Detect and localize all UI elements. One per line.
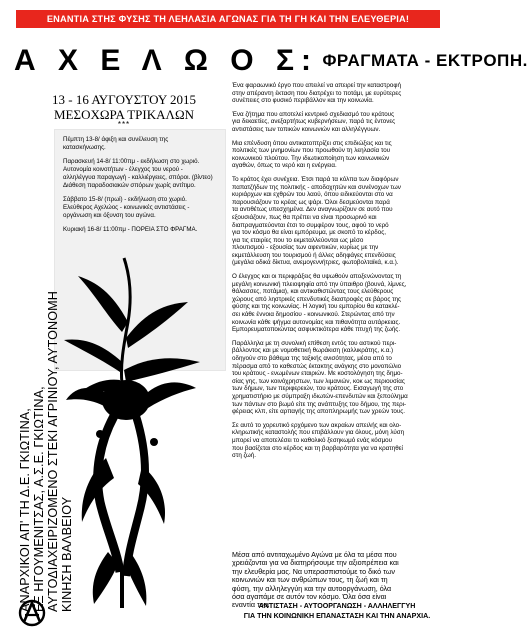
poster-title xyxy=(14,44,528,78)
text-line: χρειάζονται για να διατηρήσουμε την αξιοπρέπεια και xyxy=(232,559,399,568)
text-line: των πάντων στο βωμό είτε της ανάπτυξης του δήμου, της περι- xyxy=(232,400,407,408)
footer-slogan xyxy=(232,601,442,621)
text-line: κοινωνία κάθε ψήγμα αυτονομίας και πιθανότητα αυτάρκειας. xyxy=(232,318,401,326)
text-line: κοινωνιών και των ανθρώπων τους, τη ζωή και τη xyxy=(232,576,388,585)
text-paragraph xyxy=(232,422,442,460)
text-line: κληρωτικής καταστολής που επιβάλλουν για όλους, μόνη λύση xyxy=(232,429,405,437)
schedule-day xyxy=(63,226,219,234)
schedule-day xyxy=(63,196,219,220)
schedule-line: κατασκήνωσης. xyxy=(63,144,106,151)
text-paragraph xyxy=(232,340,442,416)
circle-a-icon xyxy=(18,599,46,627)
text-paragraph xyxy=(232,176,442,267)
text-line: των δήμων, των περιφερειών, του κράτους. Εισαγωγή της στο xyxy=(232,385,404,393)
text-line: Εμπορευματοποιώντας ασφυκτικότερα κάθε πτυχή της ζωής. xyxy=(232,326,401,334)
text-line: πέρασμα από το καθεστώς έκτακτης ανάγκης στο μονοπώλιο xyxy=(232,362,402,370)
text-line: Παράλληλα με τη συνολική επίθεση εντός του αστικού περι- xyxy=(232,339,397,347)
text-line: πολιτικές των μνημονίων που προωθούν τη λεηλασία του xyxy=(232,147,391,155)
plant-figure-illustration xyxy=(60,252,220,612)
text-line: μπορεί να αποτελέσει το καθολικό ξεσηκωμό ενάς κόσμου xyxy=(232,436,393,444)
text-line: που βασίζεται στο κέρδος και τη βαρβαρότητα για να κρατηθεί xyxy=(232,444,403,452)
schedule-line: Διάθεση παραδοσιακών σπόρων χωρίς αντίτιμο. xyxy=(63,182,196,189)
organizer-line: ΑΥΤΟΔΙΑΧΕΙΡΙΖΟΜΕΝΟ ΣΤΕΚΙ ΑΓΡΙΝΙΟΥ, ΑΥΤΟΝΟΜΗ xyxy=(46,291,60,612)
text-line: Ένα ζήτημα που αποτελεί κεντρικό σχεδιασμό του κράτους xyxy=(232,110,395,118)
text-line: στη ζωή. xyxy=(232,452,256,460)
text-line: Το κράτος έχει συνέχεια. Έτσι παρά τα κόλπα των διαφόρων xyxy=(232,175,399,183)
text-line: Σε αυτό το χορευτικό ερχόμενο των ακραίων απειλής και ολο- xyxy=(232,421,402,429)
text-line: παρουσιάζουν το κρέας ως ψάρι. Όλοι δεσμεύονται παρά xyxy=(232,198,390,206)
text-line: όσα αγαπάμε σε αυτόν τον κόσμο. Όλα όσα είναι xyxy=(232,593,387,602)
text-paragraph xyxy=(232,273,442,334)
text-line: για τις εταιρίες που το εκμεταλλεύονται ως μέσο xyxy=(232,236,364,244)
schedule-line: Αυτονομία κοινοτήτων - έλεγχος του νερού - xyxy=(63,166,183,173)
text-line: Μια επένδυση όπου αντικατοπτρίζει στις επιδιώξεις και τις xyxy=(232,139,392,147)
text-line: θάλασσες, ποτάμια), και αντικαθιστώντας τους ελεύθερους xyxy=(232,288,394,296)
text-line: εξουσιάζουν, πως θα πρέπει να είναι προσωρινό και xyxy=(232,213,377,221)
text-line: φέρειας κλπ, είτε αρπαγής της αποπληρωμής των χρεών τους. xyxy=(232,408,405,416)
event-place: ΜΕΣΟΧΩΡΑ ΤΡΙΚΑΛΩΝ xyxy=(54,107,194,122)
event-info xyxy=(36,92,212,122)
text-line: εκμετάλλευση του τουρισμού ή άλλες αδηφάγες επενδύσεις xyxy=(232,251,396,259)
separator-stars: *** xyxy=(117,120,131,129)
text-line: τα αντιθέτως υπεσχημένα. Δεν αναγνωρίζουν σε αυτό που xyxy=(232,206,393,214)
schedule-day xyxy=(63,136,219,152)
text-paragraph xyxy=(232,82,442,105)
text-line: Ο έλεγχος και οι περιφράξεις θα υψωθούν αποξενώνοντας τη xyxy=(232,273,402,281)
text-line: κυριάρχων και εχθρών του λαού, όπου ειδικεύονται στο να xyxy=(232,191,393,199)
text-line: χρηματιστήριο με σύμπραξη ιδιωτών-επενδυτών και ξεπούλημα xyxy=(232,392,408,400)
text-line: φύσης και της κοινωνίας. Η λογική του εμπορίου θα κατακλέ- xyxy=(232,303,400,311)
schedule-line: αλληλέγγυα παραγωγή - καλλιέργειες, σπόροι. (βίντεο) xyxy=(63,174,213,181)
top-banner: ΕΝΑΝΤΙΑ ΣΤΗΣ ΦΥΣΗΣ ΤΗ ΛΕΗΛΑΣΙΑ ΑΓΩΝΑΣ ΓΙΑ ΤΗ ΓΗ ΚΑΙ ΤΗΝ ΕΛΕΥΘΕΡΙΑ! xyxy=(16,10,440,28)
schedule-line: οργάνωση και όξυνση του αγώνα. xyxy=(63,212,156,219)
schedule-line: Ελεύθερος Αχελώος - κοινωνικές αντιστάσεις - xyxy=(63,204,190,211)
text-line: πλουτισμού - εξουσίας των αφεντικών, κυρίως με την xyxy=(232,244,379,252)
text-paragraph xyxy=(232,111,442,134)
schedule-line: Σάββατο 15-8/ (πρωί) - εκδήλωση στο χωριό. xyxy=(63,196,187,203)
text-line: συνέπειες στο φυσικό περιβάλλον και την κοινωνία. xyxy=(232,97,374,105)
organizer-line: ΚΙΝΗΣΗ ΒΑΛΒΕΙΟΥ xyxy=(60,496,74,612)
organizers-vertical xyxy=(18,291,74,612)
title-sub: ΦΡΑΓΜΑΤΑ - ΕΚΤΡΟΠΗ. xyxy=(322,51,528,70)
text-line: κοινωνικού πλούτου. Την ιδιωτικοποίηση των κοινωνικών xyxy=(232,154,390,162)
schedule-line: Πέμπτη 13-8/ άφιξη και συνέλευση της xyxy=(63,136,169,143)
schedule-line: Κυριακή 16-8/ 11:00πμ - ΠΟΡΕΙΑ ΣΤΟ ΦΡΑΓΜΑ. xyxy=(63,226,198,233)
text-line: χώρους από ληστρικές επενδυτικές διαστροφές σε βάρος της xyxy=(232,295,402,303)
text-line: οδηγούν στο βάθεμα της ταξικής ανισότητας, μέσα από το xyxy=(232,355,392,362)
text-line: για δεκαετίες, ανεξαρτήτως κυβερνήσεων, παρά τις έντονες xyxy=(232,118,396,126)
organizer-line: ΕΞ ΗΓΟΥΜΕΝΙΤΣΑΣ, Α.Σ.Ε. ΓΚΙΩΤΙΝΑ, xyxy=(32,386,46,612)
text-line: διαπραγματεύονται έτσι το συμφέρον τους, αφού το νερό xyxy=(232,221,389,229)
schedule-day xyxy=(63,158,219,190)
schedule-line: Παρασκευή 14-8/ 11:00πμ - εκδήλωση στο χωριό. xyxy=(63,158,200,165)
text-paragraph xyxy=(232,140,442,170)
text-line: παπατζήδων της πολιτικής - αποδοχητών και συνένοχων των xyxy=(232,183,401,191)
manifesto-text xyxy=(232,82,442,466)
text-line: Ένα φαραωνικό έργο που απειλεί να απειρεί την καταστροφή xyxy=(232,82,401,89)
text-line: σίας γης, των κοινόχρηστων, των λιμανιών, κοκ ως περιουσίας xyxy=(232,377,405,385)
title-main: Α Χ Ε Λ Ω Ο Σ: xyxy=(14,44,318,77)
text-line: για τον κόσμο θα είναι εμπόρευμα, με σκοπό το κέρδος, xyxy=(232,229,386,237)
text-line: μεγάλη κοινωνική πλειοψηφία από την ύπαιθρο (βουνά, λίμνες, xyxy=(232,280,407,288)
slogan-line: ΑΝΤΙΣΤΑΣΗ - ΑΥΤΟΟΡΓΑΝΩΣΗ - ΑΛΛΗΛΕΓΓΥΗ xyxy=(258,602,416,610)
text-line: φύση, την αλληλεγγύη και την αυτοοργάνωση, όλα xyxy=(232,584,392,593)
text-line: (μεγάλα οδικά δίκτυα, ανεμογεννήτριες, φωτοβολταϊκά, κ.α.). xyxy=(232,259,399,267)
text-line: βάλλοντος και με νομοθετική θωράκιση (καλλικράτης, κ.α.) xyxy=(232,347,394,355)
slogan-line: ΓΙΑ ΤΗΝ ΚΟΙΝΩΝΙΚΗ ΕΠΑΝΑΣΤΑΣΗ ΚΑΙ ΤΗΝ ΑΝΑΡΧΙΑ. xyxy=(243,612,431,620)
text-line: αντιστάσεις των τοπικών κοινωνιών και αλληλέγγυων. xyxy=(232,125,381,133)
organizer-line: ΑΝΑΡΧΙΚΟΙ ΑΠ' ΤΗ Δ.Ε. ΓΚΙΩΤΙΝΑ, xyxy=(18,408,32,612)
text-line: Μέσα από αντιταχωμένο Αγώνα με όλα τα μέσα που xyxy=(232,551,397,559)
text-line: εναντία του. xyxy=(232,601,270,610)
text-line: σει κάθε έννοια δημοσίου - κοινωνικού. Στερώντας από την xyxy=(232,311,395,319)
text-line: την ελευθερία μας. Να υπερασπιστούμε το δικό των xyxy=(232,567,395,576)
event-dates: 13 - 16 ΑΥΓΟΥΣΤΟΥ 2015 xyxy=(52,92,196,107)
text-line: στην απέραντη έκταση που διατρέχει το ποτάμι, με ευρύτερες xyxy=(232,89,402,97)
text-line: αγαθών, όπως το νερό και η ενέργεια. xyxy=(232,162,337,170)
text-line: του κράτους - ενωμένων εταιριών. Με κοστολόγηση της δημο- xyxy=(232,370,403,378)
